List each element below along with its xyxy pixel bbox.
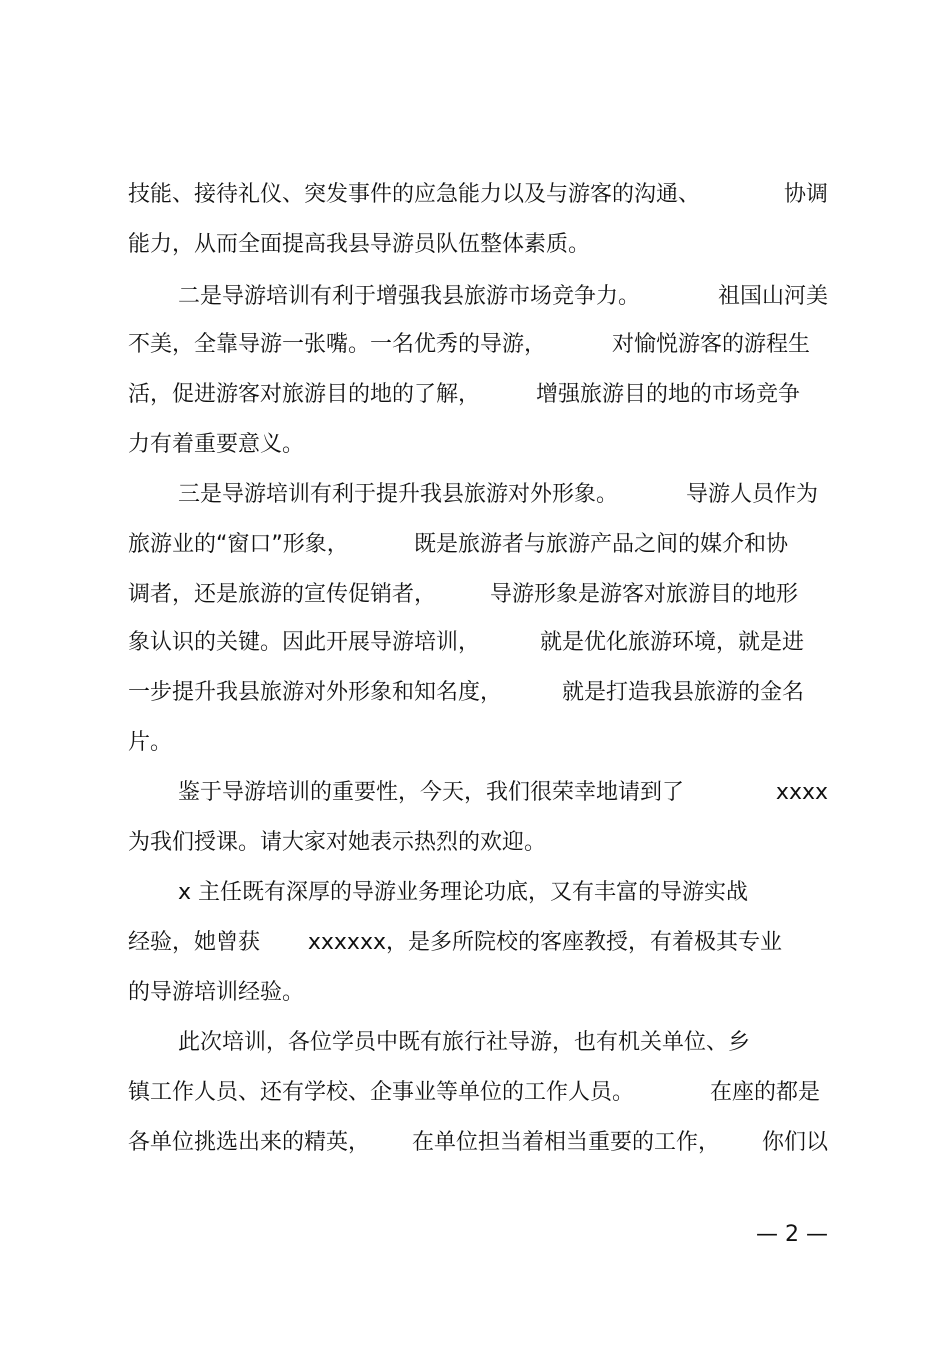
text-line-2: 能力，从而全面提高我县导游员队伍整体素质。	[128, 232, 591, 257]
text-line-11: 一步提升我县旅游对外形象和知名度， 就是打造我县旅游的金名	[128, 680, 804, 705]
text-line-5: 活，促进游客对旅游目的地的了解， 增强旅游目的地的市场竞争	[128, 382, 800, 407]
text-line-7: 三是导游培训有利于提升我县旅游对外形象。 导游人员作为	[178, 482, 818, 507]
text-line-3: 二是导游培训有利于增强我县旅游市场竞争力。 祖国山河美	[178, 284, 828, 309]
text-line-17: 的导游培训经验。	[128, 980, 305, 1005]
text-line-9: 调者，还是旅游的宣传促销者， 导游形象是游客对旅游目的地形	[128, 582, 798, 607]
text-line-13: 鉴于导游培训的重要性，今天，我们很荣幸地请到了 xxxx	[178, 780, 828, 805]
text-line-1: 技能、接待礼仪、突发事件的应急能力以及与游客的沟通、 协调	[128, 182, 828, 207]
text-line-12: 片。	[128, 730, 173, 755]
text-line-14: 为我们授课。请大家对她表示热烈的欢迎。	[128, 830, 547, 855]
text-line-16: 经验，她曾获 xxxxxx，是多所院校的客座教授，有着极其专业	[128, 930, 782, 955]
text-line-6: 力有着重要意义。	[128, 432, 305, 457]
text-line-20: 各单位挑选出来的精英， 在单位担当着相当重要的工作， 你们以	[128, 1130, 828, 1155]
text-line-8: 旅游业的“窗口”形象， 既是旅游者与旅游产品之间的媒介和协	[128, 532, 788, 557]
text-line-4: 不美，全靠导游一张嘴。一名优秀的导游， 对愉悦游客的游程生	[128, 332, 810, 357]
text-line-10: 象认识的关键。因此开展导游培训， 就是优化旅游环境，就是进	[128, 630, 804, 655]
page-number: — 2 —	[756, 1222, 828, 1247]
text-line-15: x 主任既有深厚的导游业务理论功底，又有丰富的导游实战	[178, 880, 749, 905]
text-line-19: 镇工作人员、还有学校、企事业等单位的工作人员。 在座的都是	[128, 1080, 820, 1105]
text-line-18: 此次培训，各位学员中既有旅行社导游，也有机关单位、乡	[178, 1030, 751, 1055]
